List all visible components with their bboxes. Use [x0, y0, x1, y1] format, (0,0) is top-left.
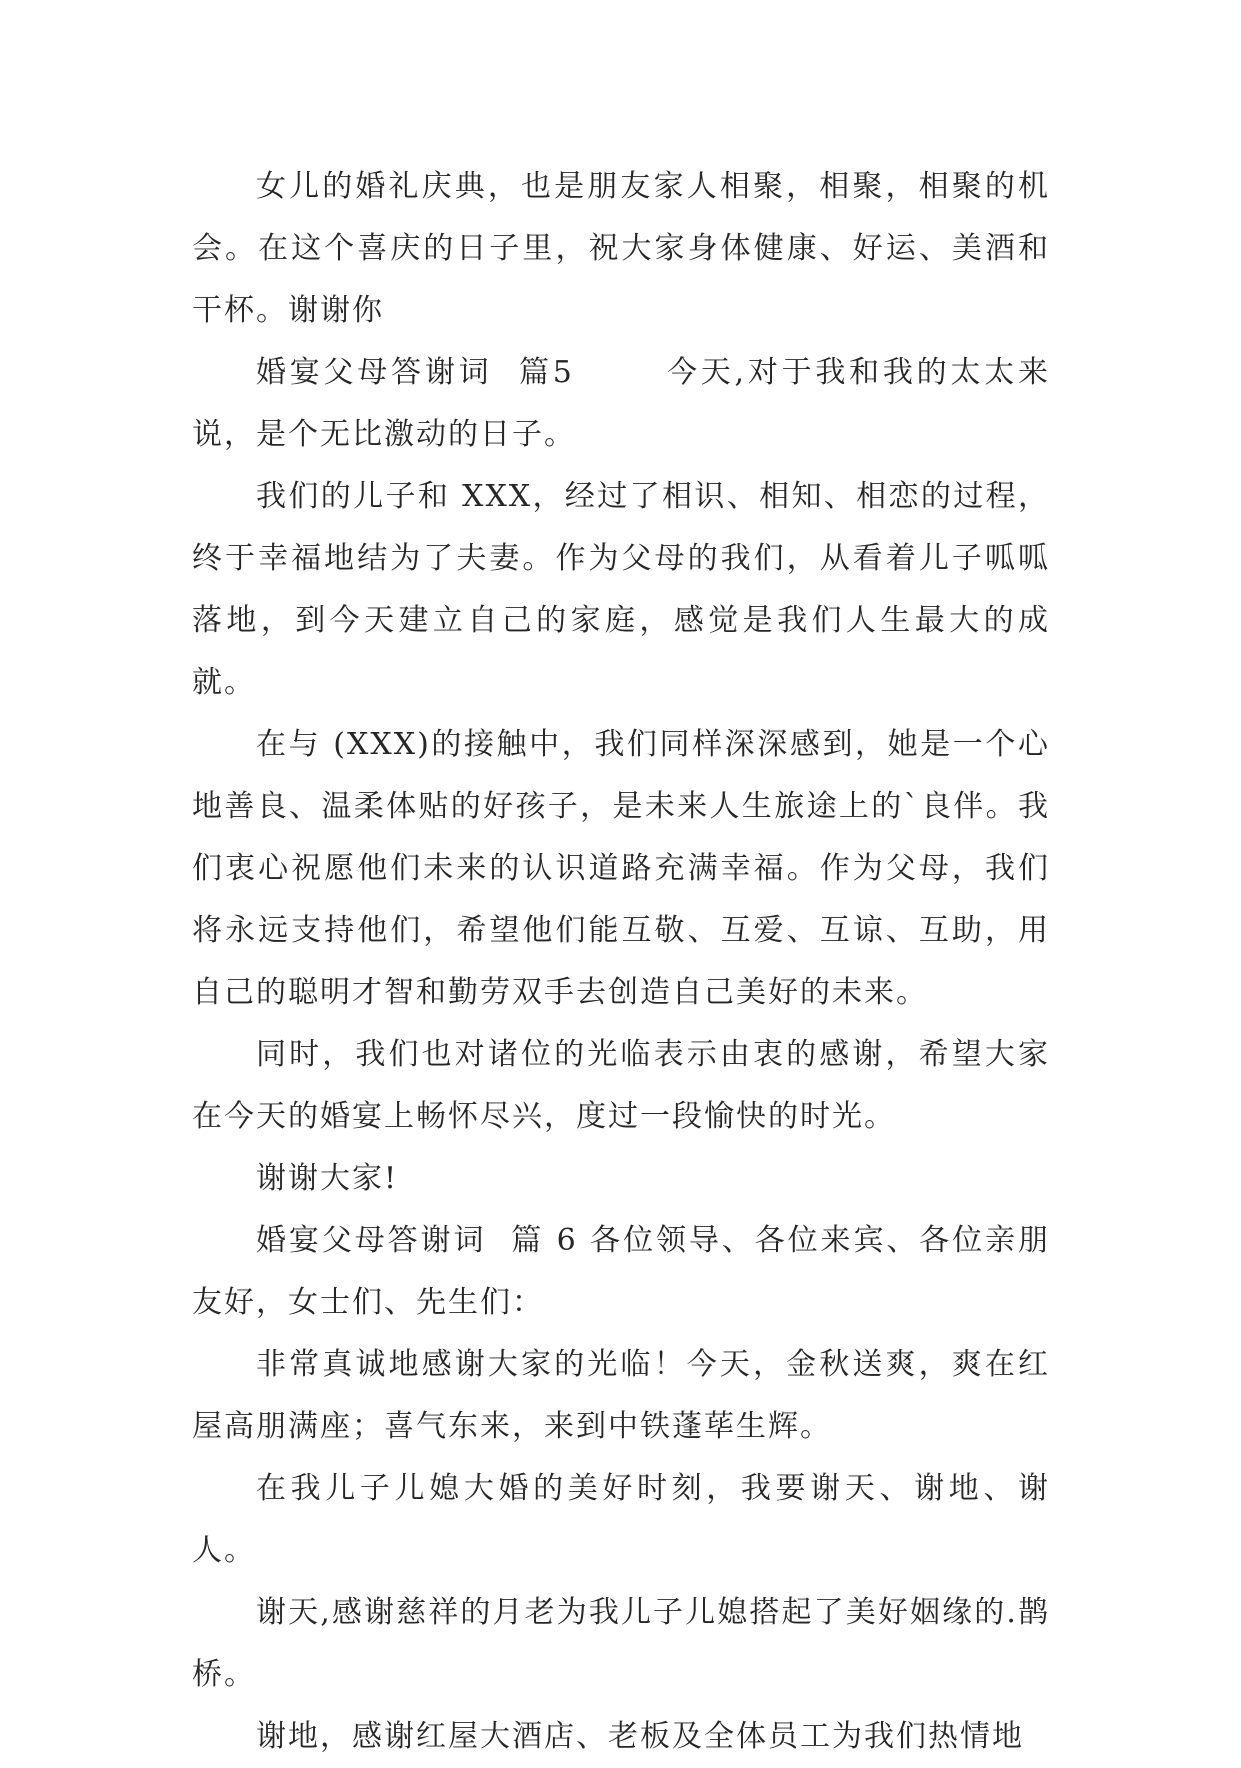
paragraph-8: 非常真诚地感谢大家的光临！今天，金秋送爽，爽在红屋高朋满座；喜气东来，来到中铁蓬荜生辉。 [192, 1347, 1050, 1444]
paragraph-2: 婚宴父母答谢词 篇5 今天,对于我和我的太太来说，是个无比激动的日子。 [192, 355, 1050, 452]
paragraph-4: 在与 (XXX)的接触中，我们同样深深感到，她是一个心地善良、温柔体贴的好孩子，是未来人生旅途上的`良伴。我们衷心祝愿他们未来的认识道路充满幸福。作为父母，我们将永远支持他们，希望他们能互敬、互爱、互谅、互助，用自己的聪明才智和勤劳双手去创造自己美好的未来。 [192, 727, 1050, 1010]
document-body [192, 156, 1050, 1768]
paragraph-5: 同时，我们也对诸位的光临表示由衷的感谢，希望大家在今天的婚宴上畅怀尽兴，度过一段愉快的时光。 [192, 1037, 1050, 1134]
paragraph-1: 女儿的婚礼庆典，也是朋友家人相聚，相聚，相聚的机会。在这个喜庆的日子里，祝大家身体健康、好运、美酒和干杯。谢谢你 [192, 169, 1050, 328]
paragraph-11: 谢地，感谢红屋大酒店、老板及全体员工为我们热情地 [256, 1719, 1024, 1754]
paragraph-6: 谢谢大家! [256, 1161, 399, 1196]
paragraph-7: 婚宴父母答谢词 篇 6 各位领导、各位来宾、各位亲朋友好，女士们、先生们： [192, 1223, 1050, 1320]
paragraph-9: 在我儿子儿媳大婚的美好时刻，我要谢天、谢地、谢人。 [192, 1471, 1050, 1568]
paragraph-3: 我们的儿子和 XXX，经过了相识、相知、相恋的过程，终于幸福地结为了夫妻。作为父母的我们，从看着儿子呱呱落地，到今天建立自己的家庭，感觉是我们人生最大的成就。 [192, 479, 1050, 700]
paragraph-10: 谢天,感谢慈祥的月老为我儿子儿媳搭起了美好姻缘的.鹊桥。 [192, 1595, 1050, 1692]
